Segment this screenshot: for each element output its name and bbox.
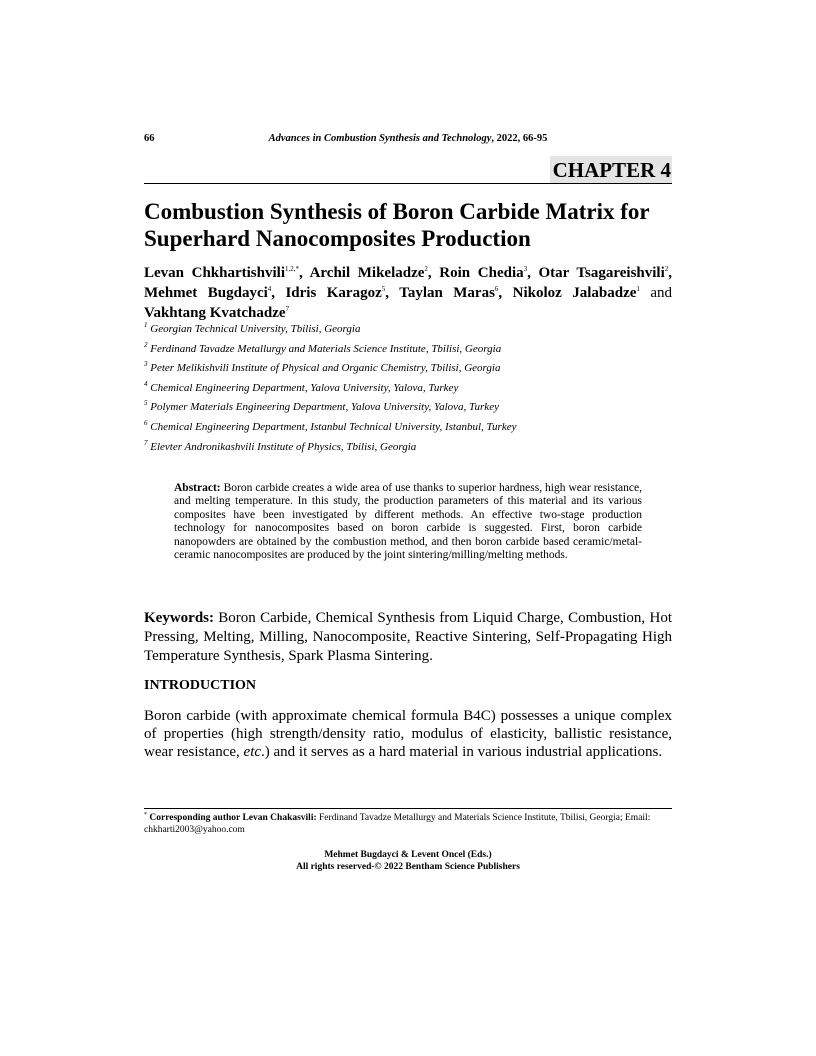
- chapter-label: CHAPTER 4: [550, 156, 672, 183]
- paragraph-italic: etc: [243, 743, 262, 760]
- footnote: [144, 812, 672, 836]
- author-separator: ,: [527, 265, 539, 281]
- affiliation-number: 7: [144, 438, 148, 447]
- author-name: Idris Karagoz: [285, 285, 382, 301]
- author-affiliation-ref: 5: [381, 285, 386, 293]
- footnote-label: Corresponding author Levan Chakasvili:: [149, 813, 317, 823]
- affiliation-item: [144, 340, 672, 360]
- keywords: [144, 609, 672, 666]
- author-affiliation-ref: 4: [267, 285, 272, 293]
- author-name: Levan Chkhartishvili: [144, 265, 285, 281]
- publisher-footer: [144, 849, 672, 873]
- section-heading: INTRODUCTION: [144, 678, 257, 693]
- abstract: [174, 482, 642, 562]
- affiliation-text: Georgian Technical University, Tbilisi, Georgia: [150, 323, 361, 335]
- affiliation-number: 2: [144, 340, 148, 349]
- affiliation-number: 6: [144, 418, 148, 427]
- footnote-marker: *: [144, 812, 147, 818]
- paragraph-text: .) and it serves as a hard material in various industrial applications.: [261, 743, 663, 760]
- author-separator: ,: [299, 265, 310, 281]
- author-separator: ,: [271, 285, 286, 301]
- rights-line: All rights reserved-© 2022 Bentham Science Publishers: [296, 862, 520, 872]
- affiliation-number: 4: [144, 379, 148, 388]
- author-name: Nikoloz Jalabadze: [512, 285, 637, 301]
- author-separator: ,: [385, 285, 400, 301]
- author-affiliation-ref: 7: [285, 305, 290, 313]
- author-name: Taylan Maras: [399, 285, 495, 301]
- author-separator: ,: [668, 265, 673, 281]
- author-affiliation-ref: 3: [523, 265, 528, 273]
- paragraph-text: Boron carbide (with approximate chemical formula B4C) possesses a unique complex of properties (high strength/density ratio, modulus of elasticity, ballistic resistance, wear resistance,: [144, 708, 672, 760]
- journal-year-pages: , 2022, 66-95: [491, 133, 548, 144]
- affiliation-item: [144, 320, 672, 340]
- chapter-title: Combustion Synthesis of Boron Carbide Matrix for Superhard Nanocomposites Production: [144, 199, 650, 251]
- author-separator: ,: [427, 265, 440, 281]
- author-affiliation-ref: 2: [424, 265, 428, 273]
- journal-citation: [144, 133, 672, 144]
- introduction-paragraph: [144, 708, 672, 761]
- journal-title: Advances in Combustion Synthesis and Technology: [268, 133, 492, 144]
- affiliation-text: Polymer Materials Engineering Department, Yalova University, Yalova, Turkey: [150, 401, 499, 414]
- affiliation-item: [144, 398, 672, 418]
- running-head: [144, 133, 672, 149]
- author-name: Otar Tsagareishvili: [538, 265, 665, 281]
- keywords-text: Boron Carbide, Chemical Synthesis from Liquid Charge, Combustion, Hot Pressing, Melting, Milling, Nanocomposite, Reactive Sintering, Self-Propagating High Temperature Synthesis, Spark Plasma Sintering.: [144, 610, 672, 664]
- affiliation-text: Chemical Engineering Department, Yalova University, Yalova, Turkey: [150, 381, 459, 394]
- author-affiliation-ref: 2: [664, 265, 669, 273]
- affiliation-text: Peter Melikishvili Institute of Physical and Organic Chemistry, Tbilisi, Georgia: [150, 362, 501, 375]
- keywords-label: Keywords:: [144, 610, 214, 626]
- affiliation-text: Chemical Engineering Department, Istanbul Technical University, Istanbul, Turkey: [150, 420, 517, 433]
- author-affiliation-ref: 1,2,*: [285, 265, 299, 273]
- author-affiliation-ref: 1: [636, 285, 640, 293]
- chapter-divider: [144, 183, 672, 184]
- author-separator: and: [639, 285, 673, 301]
- footnote-text: Ferdinand Tavadze Metallurgy and Materials Science Institute, Tbilisi, Georgia; Email: chkharti2003@yahoo.com: [144, 813, 651, 835]
- author-separator: ,: [498, 285, 513, 301]
- author-name: Vakhtang Kvatchadze: [144, 305, 286, 321]
- affiliation-number: 3: [144, 360, 148, 369]
- affiliation-item: [144, 418, 672, 438]
- affiliation-item: [144, 379, 672, 399]
- abstract-label: Abstract:: [174, 482, 221, 494]
- affiliation-number: 1: [144, 321, 148, 329]
- affiliation-number: 5: [144, 399, 148, 408]
- affiliation-item: [144, 438, 672, 458]
- affiliation-text: Elevter Andronikashvili Institute of Physics, Tbilisi, Georgia: [150, 440, 417, 453]
- affiliation-item: [144, 359, 672, 379]
- affiliation-text: Ferdinand Tavadze Metallurgy and Materials Science Institute, Tbilisi, Georgia: [150, 342, 502, 355]
- affiliation-list: [144, 320, 672, 457]
- author-name: Roin Chedia: [439, 265, 524, 281]
- author-name: Mehmet Bugdayci: [144, 285, 268, 301]
- author-name: Archil Mikeladze: [309, 265, 425, 281]
- editors-line: Mehmet Bugdayci & Levent Oncel (Eds.): [324, 850, 492, 860]
- author-list: [144, 263, 672, 323]
- footnote-divider: [144, 808, 672, 809]
- page-number: 66: [144, 133, 155, 144]
- author-affiliation-ref: 6: [494, 285, 499, 293]
- abstract-text: Boron carbide creates a wide area of use thanks to superior hardness, high wear resistance, and melting temperature. In this study, the production parameters of this material and its various composites have been investigated by different methods. An effective two-stage production technology for nanocomposites based on boron carbide is suggested. First, boron carbide nanopowders are obtained by the combustion method, and then boron carbide based ceramic/metal-ceramic nanocomposites are produced by the joint sintering/milling/melting methods.: [174, 482, 642, 562]
